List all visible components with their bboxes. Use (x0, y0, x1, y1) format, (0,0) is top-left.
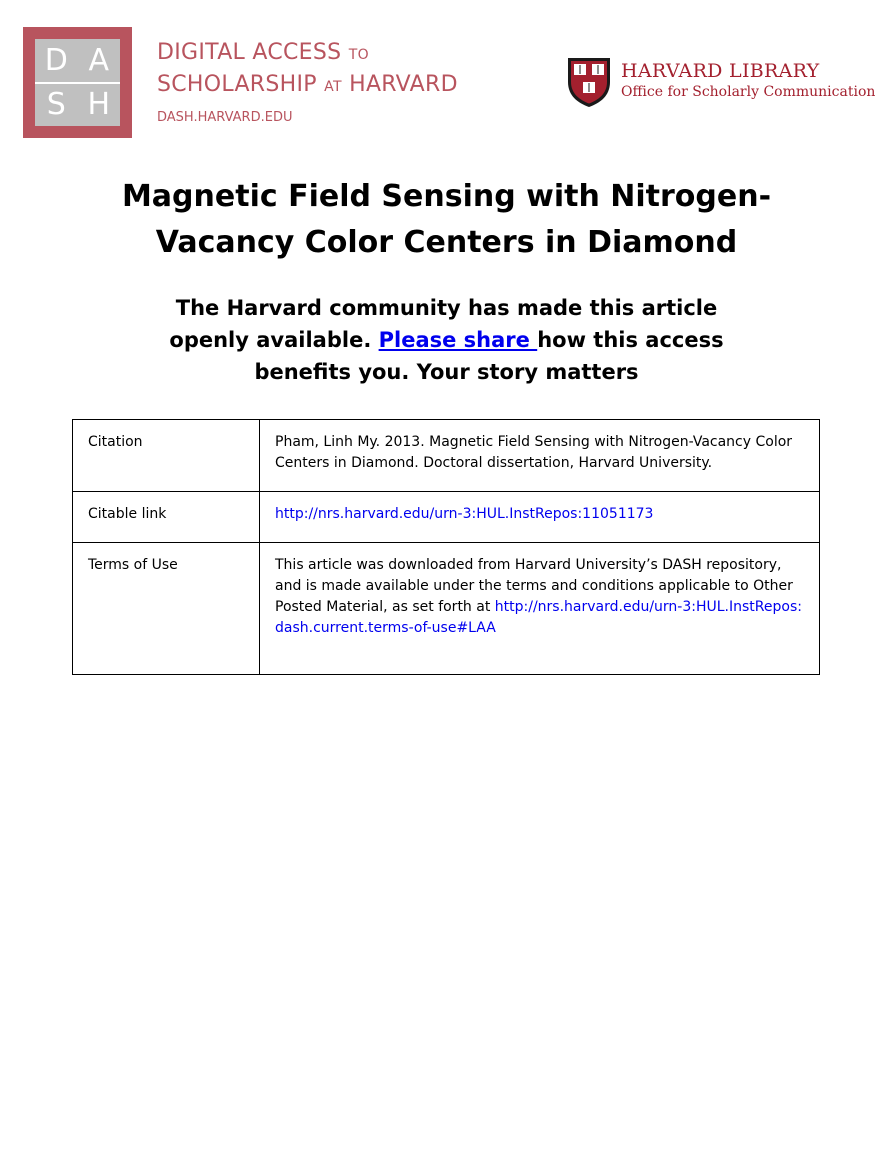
dash-logo-divider (35, 82, 120, 84)
dash-wordmark-scholarship: SCHOLARSHIP (157, 72, 317, 97)
citable-link-cell (260, 492, 820, 543)
dash-logo (23, 27, 132, 138)
harvard-library-name: HARVARD LIBRARY (621, 60, 820, 82)
dash-wordmark-to: TO (348, 47, 369, 63)
terms-of-use-link[interactable]: http://nrs.harvard.edu/urn-3:HUL.InstRepos:dash.current.terms-of-use#LAA (275, 599, 802, 636)
share-text-before: The Harvard community has made this article openly available. (169, 296, 718, 352)
table-row-citation (73, 420, 820, 492)
document-title (60, 174, 833, 266)
dash-logo-letter-h: H (87, 86, 111, 122)
document-title-line1: Magnetic Field Sensing with Nitrogen- (121, 179, 772, 214)
dash-url: DASH.HARVARD.EDU (157, 110, 293, 125)
share-text-after: how this access benefits you. Your story matters (254, 328, 724, 384)
metadata-table (72, 419, 820, 675)
dash-wordmark-at: AT (324, 79, 342, 95)
citable-link-label: Citable link (73, 492, 260, 543)
dash-logo-letter-d: D (44, 43, 68, 79)
dash-logo-letter-a: A (88, 43, 110, 79)
citation-value: Pham, Linh My. 2013. Magnetic Field Sensing with Nitrogen-Vacancy Color Centers in Diamond. Doctoral dissertation, Harvard University. (260, 420, 820, 492)
dash-wordmark-line2 (157, 70, 477, 102)
harvard-library-wordmark (621, 60, 875, 102)
dash-logo-letter-s: S (46, 86, 66, 122)
share-message (160, 292, 733, 388)
table-row-terms-of-use (73, 543, 820, 675)
harvard-library-office: Office for Scholarly Communication (621, 84, 876, 100)
document-title-line2: Vacancy Color Centers in Diamond (155, 225, 738, 260)
dash-wordmark (157, 38, 477, 129)
citable-link[interactable]: http://nrs.harvard.edu/urn-3:HUL.InstRepos:11051173 (275, 506, 654, 522)
terms-of-use-text: This article was downloaded from Harvard University’s DASH repository, and is made available under the terms and conditions applicable to Other Posted Material, as set forth at (275, 557, 793, 615)
dash-wordmark-harvard: HARVARD (349, 72, 458, 97)
dash-wordmark-digital-access: DIGITAL ACCESS (157, 40, 342, 65)
dash-wordmark-line1 (157, 38, 477, 70)
terms-of-use-label: Terms of Use (73, 543, 260, 675)
citation-label: Citation (73, 420, 260, 492)
please-share-link[interactable]: Please share (378, 328, 538, 352)
harvard-shield-icon (566, 56, 612, 108)
table-row-citable-link (73, 492, 820, 543)
terms-of-use-cell (260, 543, 820, 675)
